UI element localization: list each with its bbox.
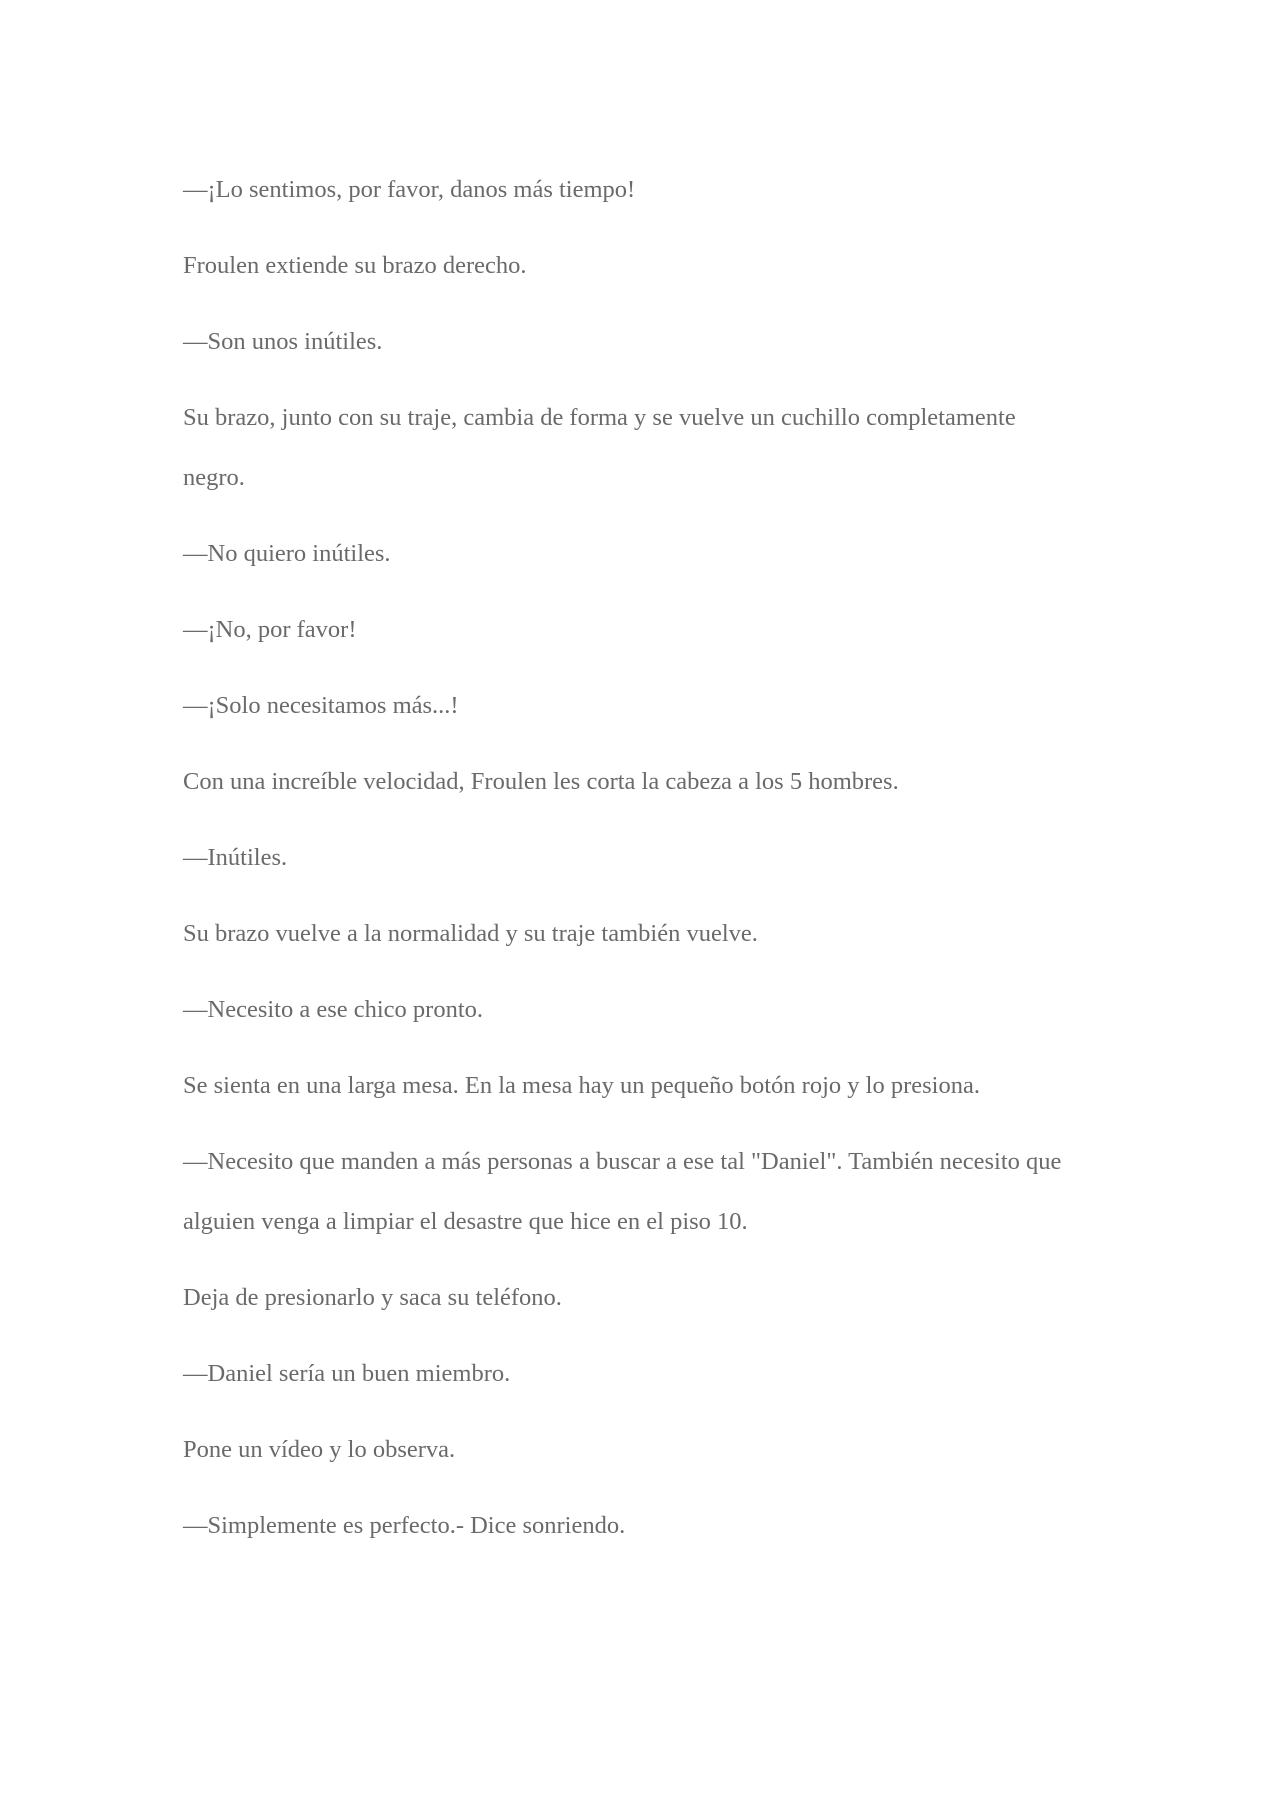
paragraph-12: Se sienta en una larga mesa. En la mesa hay un pequeño botón rojo y lo presiona. [183,1072,980,1099]
paragraph-17: —Simplemente es perfecto.- Dice sonriendo. [183,1512,626,1539]
paragraph-7: —¡Solo necesitamos más...! [183,692,459,719]
paragraph-9: —Inútiles. [183,844,288,871]
paragraph-11: —Necesito a ese chico pronto. [183,996,484,1023]
paragraph-15: —Daniel sería un buen miembro. [183,1360,511,1387]
paragraph-2: Froulen extiende su brazo derecho. [183,252,527,279]
paragraph-6: —¡No, por favor! [183,616,357,643]
paragraph-8: Con una increíble velocidad, Froulen les corta la cabeza a los 5 hombres. [183,768,899,795]
paragraph-10: Su brazo vuelve a la normalidad y su traje también vuelve. [183,920,758,947]
document-body [183,175,1083,1587]
paragraph-16: Pone un vídeo y lo observa. [183,1436,456,1463]
paragraph-5: —No quiero inútiles. [183,540,391,567]
paragraph-4: Su brazo, junto con su traje, cambia de forma y se vuelve un cuchillo completamente negro. [183,404,1016,491]
paragraph-14: Deja de presionarlo y saca su teléfono. [183,1284,562,1311]
paragraph-1: —¡Lo sentimos, por favor, danos más tiempo! [183,176,636,203]
paragraph-13: —Necesito que manden a más personas a buscar a ese tal "Daniel". También necesito que alguien venga a limpiar el desastre que hice en el piso 10. [183,1148,1062,1235]
paragraph-3: —Son unos inútiles. [183,328,383,355]
